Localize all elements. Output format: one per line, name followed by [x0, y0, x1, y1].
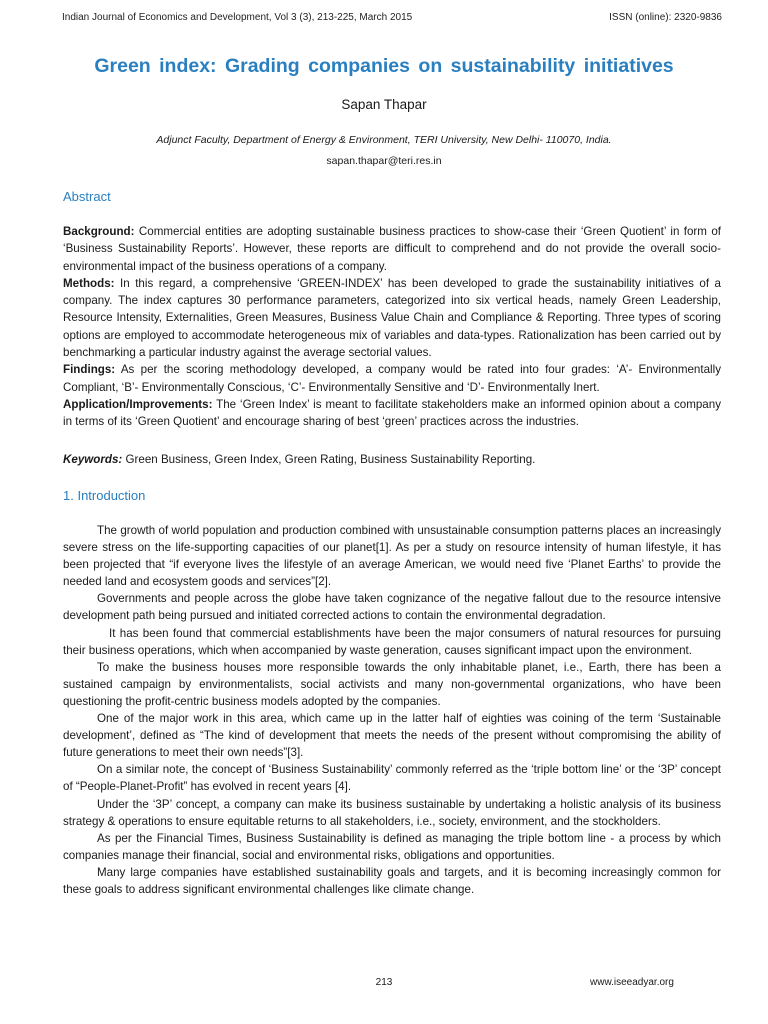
- methods-text: In this regard, a comprehensive ‘GREEN-INDEX’ has been developed to grade the sustainability initiatives of a company. The index captures 30 performance parameters, categorized into six vertical heads, namely Green Leadership, Resource Intensity, Externalities, Green Measures, Business Value Chain and Compliance & Reporting. Three types of scoring options are employed to accommodate heterogeneous mix of variables and data-types. Rationalization has been carried out by benchmarking a particular industry against the average sectorial values.: [63, 276, 721, 360]
- introduction-body: [63, 522, 721, 898]
- abstract-application: [63, 396, 721, 431]
- author-email: sapan.thapar@teri.res.in: [326, 155, 442, 167]
- abstract-body: [63, 223, 721, 431]
- footer-website: www.iseeadyar.org: [590, 977, 674, 988]
- issn: ISSN (online): 2320-9836: [609, 12, 722, 23]
- findings-text: As per the scoring methodology developed, a company would be rated into four grades: ‘A’- Environmentally Compliant, ‘B’- Environmentally Conscious, ‘C’- Environmentally Sensitive and ‘D’- Environmentally Inert.: [63, 363, 721, 394]
- methods-label: Methods:: [63, 276, 115, 290]
- abstract-methods: [63, 275, 721, 361]
- background-label: Background:: [63, 225, 135, 238]
- intro-paragraph: Many large companies have established sustainability goals and targets, and it is becoming increasingly common for these goals to address significant environmental challenges like climate change.: [63, 865, 721, 896]
- abstract-heading: Abstract: [63, 189, 111, 204]
- intro-paragraph: The growth of world population and production combined with unsustainable consumption patterns places an increasingly severe stress on the life-supporting capacities of our planet[1]. As per a study on resource intensity of human lifestyle, it has been projected that “if everyone lives the lifestyle of an average American, we would need five ‘Planet Earths’ to provide the needed land and ecosystem goods and services”[2].: [63, 524, 721, 589]
- application-label: Application/Improvements:: [63, 397, 213, 411]
- intro-paragraph: It has been found that commercial establishments have been the major consumers of natural resources for pursuing their business operations, which when accompanied by waste generation, causes significant impact upon the environment.: [63, 626, 721, 657]
- intro-paragraph: As per the Financial Times, Business Sustainability is defined as managing the triple bottom line - a process by which companies manage their financial, social and environmental risks, obligations and opportunities.: [63, 831, 721, 862]
- author-affiliation: Adjunct Faculty, Department of Energy & Environment, TERI University, New Delhi- 110070, India.: [156, 134, 612, 146]
- findings-label: Findings:: [63, 363, 116, 377]
- author-name: Sapan Thapar: [341, 97, 427, 112]
- application-text: The ‘Green Index’ is meant to facilitate stakeholders make an informed opinion about a company in terms of its ‘Green Quotient’ and encourage sharing of best ‘green’ practices across the industries.: [63, 397, 721, 429]
- keywords-text: Green Business, Green Index, Green Rating, Business Sustainability Reporting.: [122, 453, 536, 466]
- intro-paragraph: One of the major work in this area, which came up in the latter half of eighties was coining of the term ‘Sustainable development’, defined as “The kind of development that meets the needs of the present without compromising the ability of future generations to meet their own needs”[3].: [63, 712, 721, 760]
- journal-citation: Indian Journal of Economics and Development, Vol 3 (3), 213-225, March 2015: [62, 12, 413, 23]
- abstract-findings: [63, 361, 721, 396]
- abstract-background: [63, 223, 721, 275]
- intro-paragraph: On a similar note, the concept of ‘Business Sustainability’ commonly referred as the ‘triple bottom line’ or the ‘3P’ concept of “People-Planet-Profit” has evolved in recent years [4].: [63, 763, 721, 794]
- page-number: 213: [375, 977, 393, 988]
- keywords: [63, 451, 721, 468]
- keywords-label: Keywords:: [63, 453, 123, 466]
- intro-paragraph: Governments and people across the globe have taken cognizance of the negative fallout due to the resource intensive development path being pursued and initiated corrected actions to contain the environmental degradation.: [63, 592, 721, 623]
- paper-title: Green index: Grading companies on sustainability initiatives: [94, 55, 674, 77]
- intro-paragraph: To make the business houses more responsible towards the only inhabitable planet, i.e., Earth, there has been a sustained campaign by environmentalists, social activists and many non-governmental organizations, who have been questioning the profit-centric business models adopted by the companies.: [63, 660, 721, 708]
- background-text: Commercial entities are adopting sustainable business practices to show-case their ‘Green Quotient’ in form of ‘Business Sustainability Reports’. However, these reports are difficult to comprehend and do not provide the overall socio-environmental impact of the business operations of a company.: [63, 225, 721, 273]
- intro-paragraph: Under the ‘3P’ concept, a company can make its business sustainable by undertaking a holistic analysis of its business strategy & operations to ensure equitable returns to all stakeholders, i.e., society, environment, and the stockholders.: [63, 797, 721, 828]
- introduction-heading: 1. Introduction: [63, 488, 146, 503]
